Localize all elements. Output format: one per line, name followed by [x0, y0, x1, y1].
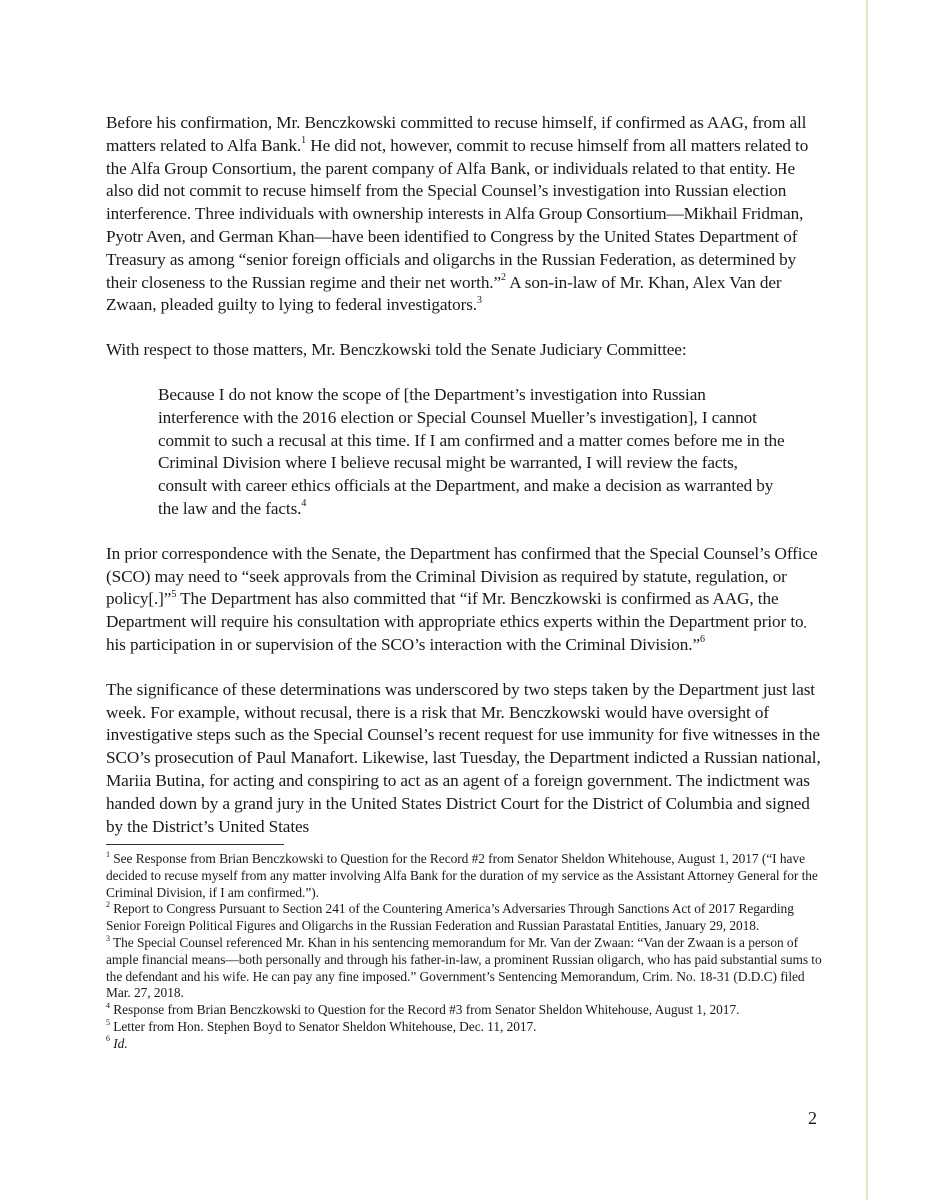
paragraph-significance: The significance of these determinations was underscored by two steps taken by the Department just last week. For example, without recusal, there is a risk that Mr. Benczkowski would have oversight of investigative steps such as the Special Counsel’s recent request for use immunity for five witnesses in the SCO’s prosecution of Paul Manafort. Likewise, last Tuesday, the Department indicted a Russian national, Mariia Butina, for acting and conspiring to act as an agent of a foreign government. The indictment was handed down by a grand jury in the United States District Court for the District of Columbia and signed by the District’s United States	[106, 679, 821, 836]
footnote-ref-1: 1	[301, 135, 307, 147]
block-quote: Because I do not know the scope of [the Department’s investigation into Russian interference with the 2016 election or Special Counsel Mueller’s investigation], I cannot commit to such a recusal at this time. If I am confirmed and a matter comes before me in the Criminal Division where I believe recusal might be warranted, I will review the facts, consult with career ethics officials at the Department, and make a decision as warranted by the law and the facts.$^4$	[158, 384, 785, 518]
footnote-ref-5: 5	[171, 588, 177, 600]
footnote-separator	[106, 844, 284, 845]
footnote-ref-6: 6	[700, 634, 705, 646]
footnote-3: $^3$ The Special Counsel referenced Mr. Khan in his sentencing memorandum for Mr. Van der Zwaan: “Van der Zwaan is a person of ample financial means—both personally and through his father-in-law, a prominent Russian oligarch, who has paid substantial sums to the defendant and his wife. He can pay any fine imposed.” Government’s Sentencing Memorandum, Crim. No. 18-31 (D.D.C) filed Mar. 27, 2018.	[106, 933, 822, 1001]
footnote-4: $^4$ Response from Brian Benczkowski to Question for the Record #3 from Senator Sheldon Whitehouse, August 1, 2017.	[106, 1000, 740, 1018]
page-edge-line	[866, 0, 868, 1200]
footnotes	[106, 851, 826, 1053]
footnote-2: $^2$ Report to Congress Pursuant to Section 241 of the Countering America’s Adversaries Through Sanctions Act of 2017 Regarding Senior Foreign Political Figures and Oligarchs in the Russian Federation and Russian Parastatal Entities, January 29, 2018.	[106, 899, 794, 934]
paragraph-recusal-commitment: Before his confirmation, Mr. Benczkowski committed to recuse himself, if confirmed as AAG, from all matters related to Alfa Bank.$^1$ He did not, however, commit to recuse himself from all matters related to the Alfa Group Consortium, the parent company of Alfa Bank, or individuals related to that entity. He also did not commit to recuse himself from the Special Counsel’s investigation into Russian election interference. Three individuals with ownership interests in Alfa Group Consortium—Mikhail Fridman, Pyotr Aven, and German Khan—have been identified to Congress by the United States Department of Treasury as among “senior foreign officials and oligarchs in the Russian Federation, as determined by their closeness to the Russian regime and their net worth.”$^2$ A son-in-law of Mr. Khan, Alex Van der Zwaan, pleaded guilty to lying to federal investigators.$^3$	[106, 113, 809, 315]
footnote-5: $^5$ Letter from Hon. Stephen Boyd to Senator Sheldon Whitehouse, Dec. 11, 2017.	[106, 1017, 537, 1034]
footnote-ref-4: 4	[301, 498, 307, 510]
paragraph-committee-statement: With respect to those matters, Mr. Benczkowski told the Senate Judiciary Committee:	[106, 340, 687, 360]
letter-body	[106, 112, 826, 860]
footnote-1: $^1$ See Response from Brian Benczkowski to Question for the Record #2 from Senator Sheldon Whitehouse, August 1, 2017 (“I have decided to recuse myself from any matter involving Alfa Bank for the duration of my service as the Assistant Attorney General for the Criminal Division, if I am confirmed.”).	[106, 849, 818, 900]
footnote-ref-2: 2	[501, 271, 506, 283]
page-number: 2	[808, 1108, 817, 1128]
paragraph-prior-correspondence: In prior correspondence with the Senate, the Department has confirmed that the Special Counsel’s Office (SCO) may need to “seek approvals from the Criminal Division as required by statute, regulation, or policy[.]”$^5$ The Department has also committed that “if Mr. Benczkowski is confirmed as AAG, the Department will require his consultation with appropriate ethics experts within the Department prior to his participation in or supervision of the SCO’s interaction with the Criminal Division.”$^6$	[106, 543, 818, 654]
stray-mark	[804, 626, 806, 628]
footnote-ref-3: 3	[477, 294, 482, 306]
footnote-6: $^6$ Id.	[106, 1034, 128, 1051]
